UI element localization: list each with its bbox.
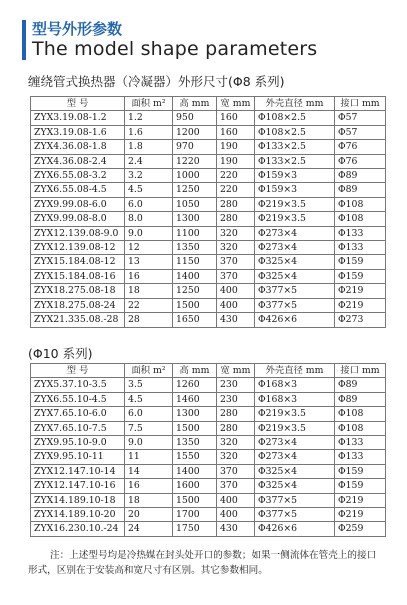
table-cell: Φ273 (335, 313, 386, 327)
table-cell: 18 (125, 284, 173, 298)
table-cell: 3.5 (125, 378, 173, 392)
table-cell: 950 (173, 111, 217, 125)
table-cell: 1600 (173, 479, 217, 493)
column-header: 接口 mm (335, 364, 386, 378)
table-cell: 1500 (173, 421, 217, 435)
table-row (31, 522, 386, 536)
table-cell: 28 (125, 313, 173, 327)
table-cell: ZYX4.36.08-1.8 (31, 140, 125, 154)
table-cell: 16 (125, 479, 173, 493)
column-header: 接口 mm (335, 97, 386, 111)
table-cell: Φ89 (335, 169, 386, 183)
table-cell: Φ219×3.5 (255, 421, 335, 435)
table-cell: ZYX15.184.08-16 (31, 269, 125, 283)
table-row (31, 421, 386, 435)
table-cell: 970 (173, 140, 217, 154)
table-cell: 1200 (173, 125, 217, 139)
table-cell: Φ159×3 (255, 183, 335, 197)
table-cell: 1460 (173, 392, 217, 406)
table-row (31, 183, 386, 197)
table-cell: Φ273×4 (255, 450, 335, 464)
table-cell: ZYX15.184.08-12 (31, 255, 125, 269)
table-row (31, 450, 386, 464)
table-cell: Φ89 (335, 392, 386, 406)
table-header-row (31, 97, 386, 111)
table-cell: Φ159 (335, 269, 386, 283)
table-cell: Φ426×6 (255, 522, 335, 536)
table-cell: Φ325×4 (255, 464, 335, 478)
footnote: 注：上述型号均是冷热媒在封头处开口的参数；如果一侧流体在管壳上的接口形式，区别在于安装高和宽尺寸有区别。其它参数相同。 (28, 550, 377, 576)
table-cell: 400 (217, 298, 255, 312)
page-title-en: The model shape parameters (32, 38, 318, 60)
table-cell: 370 (217, 479, 255, 493)
table-cell: 320 (217, 226, 255, 240)
phi10-series-table (30, 363, 386, 537)
table-cell: Φ159×3 (255, 169, 335, 183)
table-cell: Φ159 (335, 479, 386, 493)
table-cell: 1250 (173, 183, 217, 197)
table-cell: Φ273×4 (255, 241, 335, 255)
table-cell: 220 (217, 169, 255, 183)
table-cell: Φ273×4 (255, 226, 335, 240)
table-cell: 1220 (173, 154, 217, 168)
table-cell: 370 (217, 464, 255, 478)
column-header: 型 号 (31, 364, 125, 378)
table-cell: Φ76 (335, 140, 386, 154)
table-cell: Φ108 (335, 421, 386, 435)
table-cell: 1050 (173, 197, 217, 211)
table-cell: Φ133×2.5 (255, 154, 335, 168)
table-cell: 160 (217, 125, 255, 139)
table-row (31, 241, 386, 255)
table-cell: ZYX12.147.10-16 (31, 479, 125, 493)
table-row (31, 169, 386, 183)
table-cell: 280 (217, 407, 255, 421)
column-header: 高 mm (173, 364, 217, 378)
column-header: 外壳直径 mm (255, 97, 335, 111)
table-cell: ZYX9.99.08-6.0 (31, 197, 125, 211)
table-cell: Φ133 (335, 450, 386, 464)
header (22, 20, 317, 60)
table-cell: 320 (217, 436, 255, 450)
table-cell: Φ219 (335, 493, 386, 507)
table-cell: ZYX18.275.08-24 (31, 298, 125, 312)
table-cell: 2.4 (125, 154, 173, 168)
table-cell: ZYX9.99.08-8.0 (31, 212, 125, 226)
table-cell: ZYX3.19.08-1.2 (31, 111, 125, 125)
table-cell: 1000 (173, 169, 217, 183)
table-cell: ZYX12.139.08-12 (31, 241, 125, 255)
table-cell: Φ168×3 (255, 378, 335, 392)
table-row (31, 140, 386, 154)
table-cell: 1.6 (125, 125, 173, 139)
table-cell: 190 (217, 140, 255, 154)
table-cell: ZYX14.189.10-18 (31, 493, 125, 507)
table-cell: Φ76 (335, 154, 386, 168)
table-cell: Φ219×3.5 (255, 197, 335, 211)
table-row (31, 269, 386, 283)
table-cell: 1350 (173, 241, 217, 255)
table-cell: Φ168×3 (255, 392, 335, 406)
table-cell: Φ219×3.5 (255, 212, 335, 226)
table-cell: 1750 (173, 522, 217, 536)
table-cell: Φ57 (335, 111, 386, 125)
table-cell: ZYX4.36.08-2.4 (31, 154, 125, 168)
table-cell: 400 (217, 284, 255, 298)
table-cell: Φ89 (335, 183, 386, 197)
table-cell: 1100 (173, 226, 217, 240)
column-header: 外壳直径 mm (255, 364, 335, 378)
table-cell: 1650 (173, 313, 217, 327)
table-cell: 1500 (173, 493, 217, 507)
table-cell: 320 (217, 241, 255, 255)
table-row (31, 255, 386, 269)
table-cell: 16 (125, 269, 173, 283)
table-cell: Φ133 (335, 436, 386, 450)
table-cell: 9.0 (125, 436, 173, 450)
table-cell: 400 (217, 508, 255, 522)
column-header: 面积 m² (125, 364, 173, 378)
table-cell: 430 (217, 522, 255, 536)
table-cell: 280 (217, 197, 255, 211)
table-cell: 370 (217, 255, 255, 269)
table-cell: 1.8 (125, 140, 173, 154)
table-cell: 320 (217, 450, 255, 464)
table-cell: 430 (217, 313, 255, 327)
table-cell: 6.0 (125, 407, 173, 421)
table-cell: Φ377×5 (255, 298, 335, 312)
table-cell: 1400 (173, 464, 217, 478)
table-cell: Φ108 (335, 407, 386, 421)
table-cell: 190 (217, 154, 255, 168)
table-cell: 1700 (173, 508, 217, 522)
table-cell: Φ108×2.5 (255, 111, 335, 125)
table-cell: 370 (217, 269, 255, 283)
table-cell: Φ325×4 (255, 269, 335, 283)
table-cell: ZYX18.275.08-18 (31, 284, 125, 298)
table-cell: 230 (217, 378, 255, 392)
table-row (31, 479, 386, 493)
table2-caption: (Φ10 系列) (28, 346, 93, 361)
table-cell: Φ377×5 (255, 284, 335, 298)
table-cell: ZYX5.37.10-3.5 (31, 378, 125, 392)
table-cell: ZYX7.65.10-7.5 (31, 421, 125, 435)
table-cell: 4.5 (125, 183, 173, 197)
table-cell: 1260 (173, 378, 217, 392)
table-cell: Φ273×4 (255, 436, 335, 450)
table-cell: 160 (217, 111, 255, 125)
table-cell: 1.2 (125, 111, 173, 125)
table-row (31, 226, 386, 240)
table-cell: Φ159 (335, 464, 386, 478)
table-cell: ZYX14.189.10-20 (31, 508, 125, 522)
table-cell: Φ426×6 (255, 313, 335, 327)
table-cell: 8.0 (125, 212, 173, 226)
table-cell: ZYX6.55.08-3.2 (31, 169, 125, 183)
table-cell: 230 (217, 392, 255, 406)
table-cell: Φ89 (335, 378, 386, 392)
table-cell: 24 (125, 522, 173, 536)
table-cell: ZYX9.95.10-11 (31, 450, 125, 464)
table-row (31, 464, 386, 478)
column-header: 高 mm (173, 97, 217, 111)
table-cell: 18 (125, 493, 173, 507)
table-cell: 280 (217, 421, 255, 435)
table-cell: ZYX12.147.10-14 (31, 464, 125, 478)
table-cell: ZYX6.55.10-4.5 (31, 392, 125, 406)
table-cell: Φ325×4 (255, 255, 335, 269)
table-cell: 7.5 (125, 421, 173, 435)
table-cell: 20 (125, 508, 173, 522)
table-cell: Φ325×4 (255, 479, 335, 493)
table-cell: Φ57 (335, 125, 386, 139)
table-cell: Φ133 (335, 241, 386, 255)
table1-caption: 缠绕管式换热器（冷凝器）外形尺寸(Φ8 系列) (28, 74, 285, 89)
table-row (31, 508, 386, 522)
table-cell: 1300 (173, 407, 217, 421)
table-row (31, 111, 386, 125)
table-cell: Φ219 (335, 298, 386, 312)
table-row (31, 313, 386, 327)
table-cell: 13 (125, 255, 173, 269)
table-cell: ZYX16.230.10.-24 (31, 522, 125, 536)
table-row (31, 125, 386, 139)
table-row (31, 392, 386, 406)
table-cell: 11 (125, 450, 173, 464)
table-cell: 1550 (173, 450, 217, 464)
table-cell: Φ259 (335, 522, 386, 536)
table-cell: 1300 (173, 212, 217, 226)
page-title-cn: 型号外形参数 (32, 20, 123, 38)
column-header: 宽 mm (217, 364, 255, 378)
table-cell: Φ159 (335, 255, 386, 269)
table-cell: 14 (125, 464, 173, 478)
table-cell: 22 (125, 298, 173, 312)
table-row (31, 212, 386, 226)
table-cell: 3.2 (125, 169, 173, 183)
table-cell: Φ219 (335, 508, 386, 522)
table-cell: 1350 (173, 436, 217, 450)
table-cell: ZYX3.19.08-1.6 (31, 125, 125, 139)
table-row (31, 493, 386, 507)
table-cell: 12 (125, 241, 173, 255)
table-cell: Φ219 (335, 284, 386, 298)
table-cell: Φ219×3.5 (255, 407, 335, 421)
table-cell: ZYX7.65.10-6.0 (31, 407, 125, 421)
table-cell: 1500 (173, 298, 217, 312)
table-cell: 400 (217, 493, 255, 507)
table-row (31, 154, 386, 168)
table-cell: 220 (217, 183, 255, 197)
table-cell: ZYX6.55.08-4.5 (31, 183, 125, 197)
table-cell: 4.5 (125, 392, 173, 406)
table-header-row (31, 364, 386, 378)
table-cell: 1150 (173, 255, 217, 269)
table-cell: 1250 (173, 284, 217, 298)
column-header: 面积 m² (125, 97, 173, 111)
table-cell: Φ133 (335, 226, 386, 240)
table-cell: 280 (217, 212, 255, 226)
table-cell: Φ108 (335, 197, 386, 211)
table-row (31, 298, 386, 312)
table-row (31, 197, 386, 211)
column-header: 型 号 (31, 97, 125, 111)
table-cell: 9.0 (125, 226, 173, 240)
phi8-series-table (30, 96, 386, 328)
table-row (31, 284, 386, 298)
table-cell: ZYX12.139.08-9.0 (31, 226, 125, 240)
table-row (31, 436, 386, 450)
table-cell: 6.0 (125, 197, 173, 211)
table-cell: Φ377×5 (255, 493, 335, 507)
table-cell: Φ377×5 (255, 508, 335, 522)
table-row (31, 378, 386, 392)
table-row (31, 407, 386, 421)
table-cell: 1400 (173, 269, 217, 283)
table-cell: ZYX9.95.10-9.0 (31, 436, 125, 450)
column-header: 宽 mm (217, 97, 255, 111)
table-cell: Φ133×2.5 (255, 140, 335, 154)
table-cell: Φ108 (335, 212, 386, 226)
table-cell: Φ108×2.5 (255, 125, 335, 139)
table-cell: ZYX21.335.08.-28 (31, 313, 125, 327)
